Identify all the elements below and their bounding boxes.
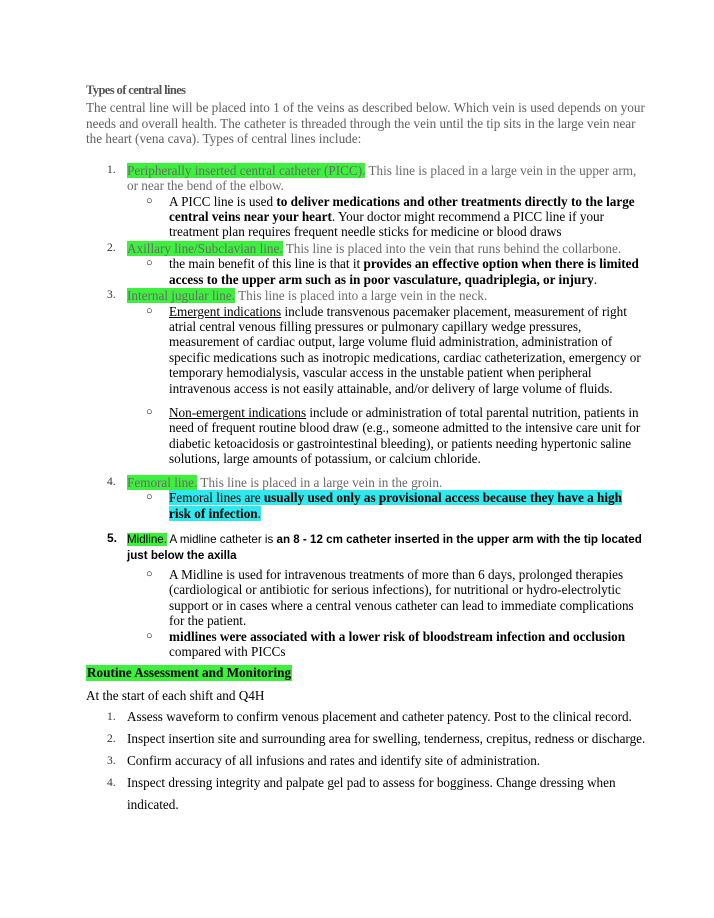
line-bullet: ○ Emergent indications include transvenous pacemaker placement, measurement of right atrial central venous filling pressures or pulmonary capillary wedge pressures, measurement of cardiac output, large volume fluid administration, administration of specific medications such as inotropic medications, cardiac catheterization, emergency or temporary hemodialysis, vascular access in the unstable patient when peripheral intravenous access is not easily attainable, and/or delivery of large volume of fluids. xyxy=(146,303,641,396)
routine-item xyxy=(86,706,646,728)
list-number: 3. xyxy=(107,755,116,768)
list-number: 5. xyxy=(107,530,118,545)
routine-item-text: Assess waveform to confirm venous placement and catheter patency. Post to the clinical record. xyxy=(127,709,632,725)
list-item-line xyxy=(86,241,646,287)
central-lines-list xyxy=(86,163,646,521)
list-item-midline xyxy=(86,531,646,659)
midline-bold-text: an 8 - 12 cm catheter inserted in the upper arm with the tip located just below the axilla xyxy=(127,532,642,563)
list-number: 2. xyxy=(107,733,116,746)
line-name: Internal jugular line. xyxy=(127,288,236,304)
routine-list xyxy=(86,706,646,816)
midline-name: Midline. xyxy=(127,532,167,546)
routine-item xyxy=(86,750,646,772)
line-bullet: ○ Femoral lines are usually used only as provisional access because they have a high risk of infection. xyxy=(146,490,622,521)
routine-item xyxy=(86,728,646,750)
line-name: Axillary line/Subclavian line. xyxy=(127,240,283,256)
intro-paragraph: The central line will be placed into 1 of the veins as described below. Which vein is used depends on your needs and overall health. The catheter is threaded through the vein until the tip sits in the large vein near the heart (vena cava). Types of central lines include: xyxy=(86,100,645,146)
bullet-icon: ○ xyxy=(146,629,153,642)
line-description: This line is placed in a large vein in the upper arm, or near the bend of the elbow. xyxy=(127,162,637,193)
bullet-icon: ○ xyxy=(146,491,153,504)
line-bullet: ○ Non-emergent indications include or administration of total parental nutrition, patients in need of frequent routine blood draw (e.g., someone admitted to the intensive care unit for diabetic ketoacidosis or gastrointestinal bleeding), or patients needing hypertonic saline solutions, large amounts of potassium, or calcium chloride. xyxy=(146,404,641,467)
line-bullet: ○ the main benefit of this line is that it provides an effective option when there is limited access to the upper arm such as in poor vasculature, quadriplegia, or injury. xyxy=(146,256,639,287)
document-content xyxy=(86,82,646,816)
line-name: Femoral line. xyxy=(127,474,198,490)
list-number: 1. xyxy=(107,711,116,724)
midline-bullet-1: ○ A Midline is used for intravenous treatments of more than 6 days, prolonged therapies (cardiological or antibiotic for serious infections), for nutritional or hydro-electrolytic support or in cases where a central venous catheter can lead to immediate complications for the patient. xyxy=(146,566,634,629)
line-description: This line is placed into the vein that runs behind the collarbone. xyxy=(282,240,622,256)
routine-title: Routine Assessment and Monitoring xyxy=(87,665,292,681)
routine-subtitle: At the start of each shift and Q4H xyxy=(86,688,265,704)
list-item-line xyxy=(86,163,646,240)
list-number: 4. xyxy=(107,475,116,488)
section-title: Types of central lines xyxy=(86,83,186,97)
bullet-icon: ○ xyxy=(146,405,153,418)
list-number: 1. xyxy=(107,163,116,176)
bullet-icon: ○ xyxy=(146,304,153,317)
routine-item-text: Inspect insertion site and surrounding area for swelling, tenderness, crepitus, redness or discharge. xyxy=(127,731,646,747)
line-description: This line is placed in a large vein in the groin. xyxy=(197,474,443,490)
midline-text: A midline catheter is xyxy=(166,532,277,546)
routine-item-text: Inspect dressing integrity and palpate gel pad to assess for bogginess. Change dressing when indicated. xyxy=(127,775,616,813)
list-item-line xyxy=(86,475,646,521)
bullet-icon: ○ xyxy=(146,567,153,580)
list-number: 3. xyxy=(107,289,116,302)
list-number: 2. xyxy=(107,241,116,254)
line-name: Peripherally inserted central catheter (PICC). xyxy=(127,162,366,178)
list-number: 4. xyxy=(107,777,116,790)
midline-bullet-2: ○ midlines were associated with a lower risk of bloodstream infection and occlusion compared with PICCs xyxy=(146,628,626,659)
bullet-icon: ○ xyxy=(146,194,153,207)
routine-item xyxy=(86,772,646,816)
line-bullet: ○ A PICC line is used to deliver medications and other treatments directly to the large central veins near your heart. Your doctor might recommend a PICC line if your treatment plan requires frequent needle sticks for medicine or blood draws xyxy=(146,193,635,240)
list-item-line xyxy=(86,288,646,467)
routine-item-text: Confirm accuracy of all infusions and rates and identify site of administration. xyxy=(127,753,541,769)
bullet-icon: ○ xyxy=(146,257,153,270)
line-description: This line is placed into a large vein in the neck. xyxy=(235,288,488,304)
routine-section xyxy=(86,664,646,816)
